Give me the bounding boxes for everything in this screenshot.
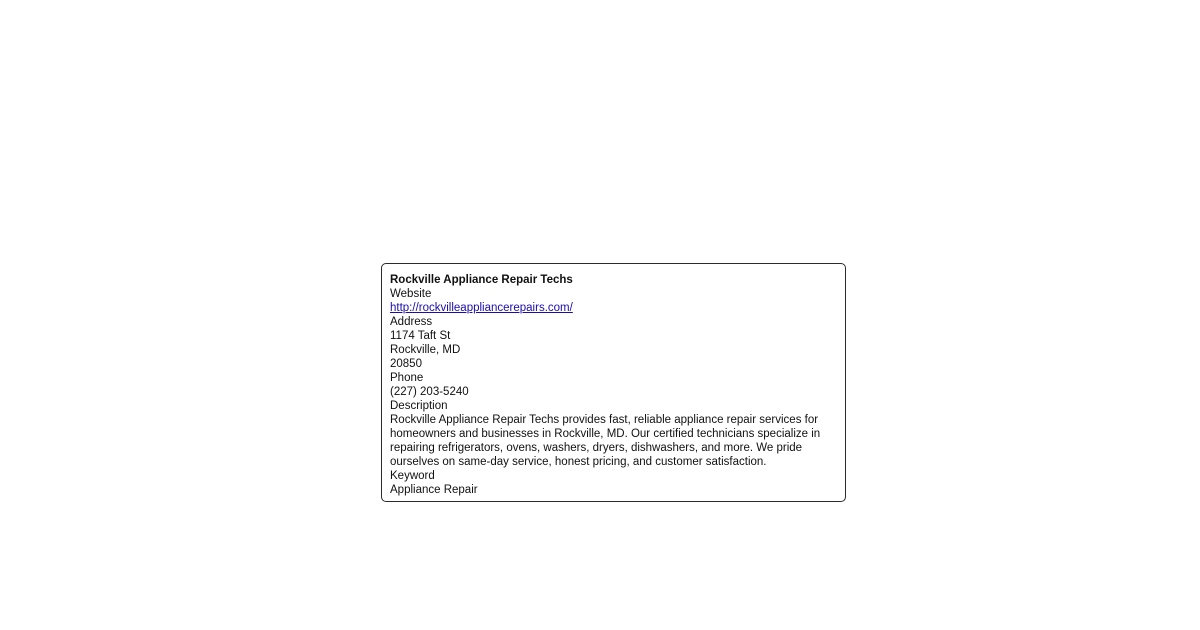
description-text: Rockville Appliance Repair Techs provides fast, reliable appliance repair services for homeowners and businesses in Rockville, MD. Our certified technicians specialize in repairing refrigerators, ovens, washers, dryers, dishwashers, and more. We pride ourselves on same-day service, honest pricing, and customer satisfaction. — [390, 414, 821, 468]
address-zip: 20850 — [390, 358, 422, 370]
phone-number: (227) 203-5240 — [390, 386, 469, 398]
phone-label: Phone — [390, 372, 424, 384]
address-street: 1174 Taft St — [390, 330, 451, 342]
description-label: Description — [390, 400, 448, 412]
business-info-card — [381, 263, 846, 502]
website-link[interactable]: http://rockvilleappliancerepairs.com/ — [390, 302, 573, 314]
address-city-state: Rockville, MD — [390, 344, 461, 356]
website-label: Website — [390, 288, 432, 300]
keyword-label: Keyword — [390, 470, 435, 482]
business-name: Rockville Appliance Repair Techs — [390, 274, 573, 286]
keyword-value: Appliance Repair — [390, 484, 478, 496]
address-label: Address — [390, 316, 433, 328]
